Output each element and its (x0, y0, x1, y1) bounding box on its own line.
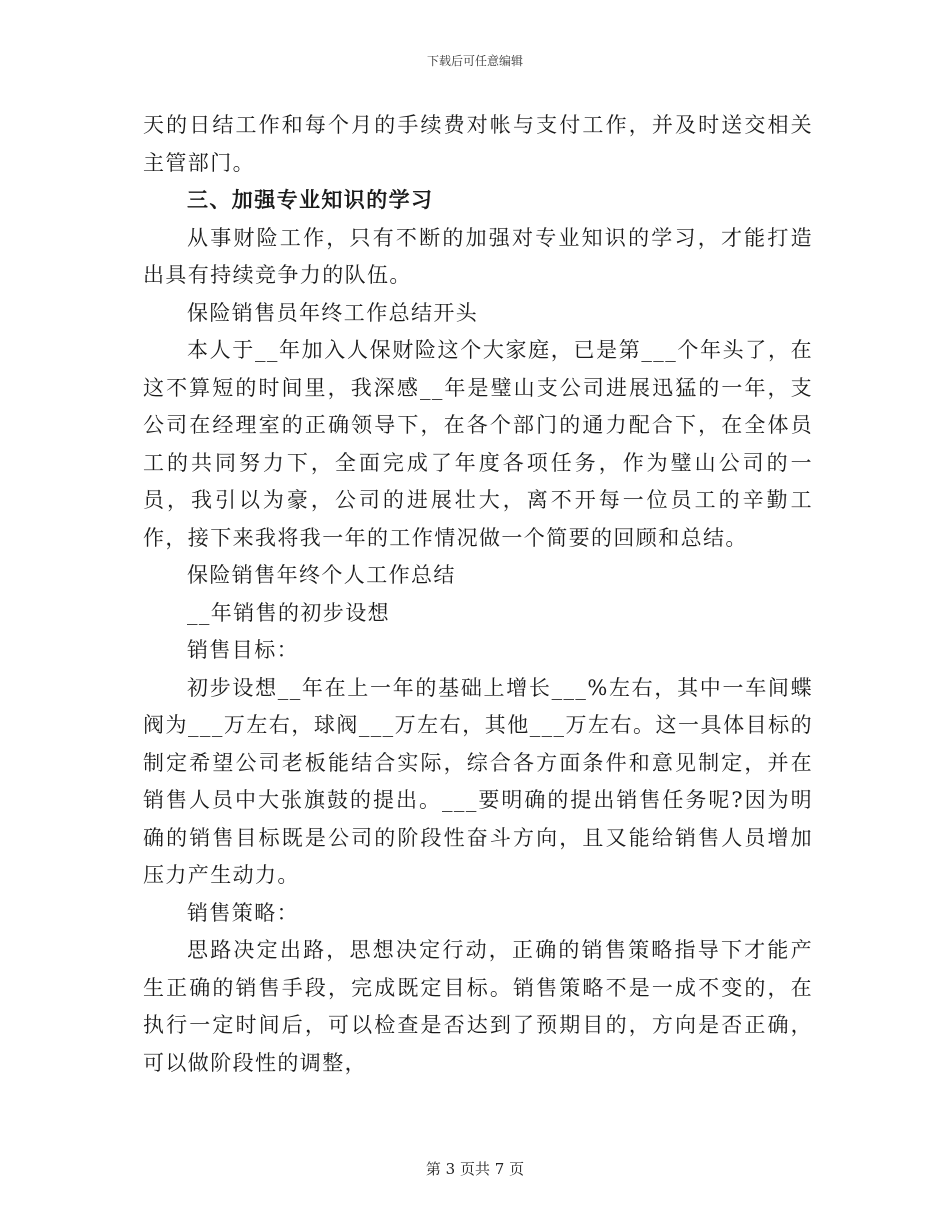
subtitle-1: 保险销售员年终工作总结开头 (187, 300, 479, 325)
paragraph-2: 从事财险工作，只有不断的加强对专业知识的学习，才能打造出具有持续竞争力的队伍。 (143, 225, 813, 287)
label-sales-strategy: 销售策略： (187, 900, 299, 925)
paragraph-1: 天的日结工作和每个月的手续费对帐与支付工作，并及时送交相关主管部门。 (143, 113, 813, 175)
paragraph-3: 本人于__年加入人保财险这个大家庭，已是第___个年头了，在这不算短的时间里，我深感__年是璧山支公司进展迅猛的一年，支公司在经理室的正确领导下，在各个部门的通力配合下，在全体员工的共同努力下，全面完成了年度各项任务，作为璧山公司的一员，我引以为豪，公司的进展壮大，离不开每一位员工的辛勤工作，接下来我将我一年的工作情况做一个简要的回顾和总结。 (143, 338, 813, 550)
paragraph-5: 思路决定出路，思想决定行动，正确的销售策略指导下才能产生正确的销售手段，完成既定目标。销售策略不是一成不变的，在执行一定时间后，可以检查是否达到了预期目的，方向是否正确，可以做阶段性的调整， (143, 938, 813, 1075)
document-body (143, 107, 813, 1082)
subtitle-3: __年销售的初步设想 (187, 600, 390, 625)
paragraph-4: 初步设想__年在上一年的基础上增长___%左右，其中一车间蝶阀为___万左右，球阀___万左右，其他___万左右。这一具体目标的制定希望公司老板能结合实际，综合各方面条件和意见制定，并在销售人员中大张旗鼓的提出。___要明确的提出销售任务呢?因为明确的销售目标既是公司的阶段性奋斗方向，且又能给销售人员增加压力产生动力。 (143, 675, 813, 887)
subtitle-2: 保险销售年终个人工作总结 (187, 563, 456, 587)
label-sales-target: 销售目标： (187, 638, 299, 662)
page-footer: 第 3 页共 7 页 (425, 1160, 525, 1178)
section-heading: 三、加强专业知识的学习 (187, 188, 434, 212)
page-header: 下载后可任意编辑 (426, 54, 523, 68)
